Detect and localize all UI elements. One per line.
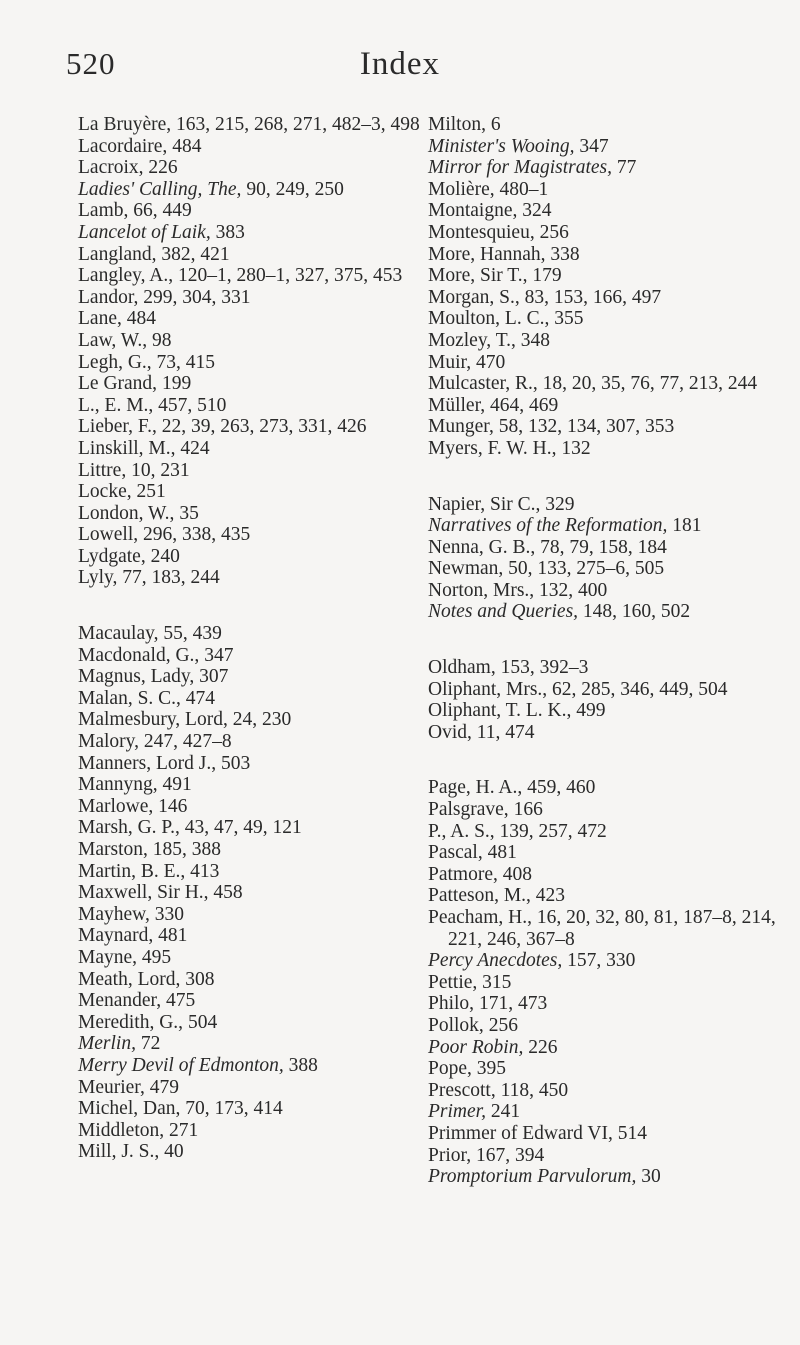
entry-page-refs: 479 <box>149 1076 180 1098</box>
entry-name: Lyly, <box>78 567 118 589</box>
index-entry <box>78 287 428 309</box>
entry-name: Oldham, <box>428 657 496 679</box>
index-section <box>78 114 428 589</box>
entry-page-refs: 475 <box>166 990 196 1012</box>
entry-name: Oliphant, Mrs., <box>428 678 548 700</box>
entry-page-refs: 348 <box>520 329 551 351</box>
entry-name: Oliphant, T. L. K., <box>428 700 572 722</box>
entry-page-refs: 504 <box>187 1011 218 1033</box>
entry-page-refs: 424 <box>180 437 210 459</box>
entry-page-refs: 458 <box>213 882 243 904</box>
entry-name: L., E. M., <box>78 394 154 416</box>
entry-name: Lacordaire, <box>78 135 168 157</box>
entry-name: Meath, Lord, <box>78 968 181 990</box>
entry-page-refs: 167, 394 <box>475 1144 545 1166</box>
entry-page-refs: 480–1 <box>499 178 549 200</box>
index-entry <box>78 904 428 926</box>
entry-page-refs: 139, 257, 472 <box>499 820 607 842</box>
index-entry <box>428 157 798 179</box>
entry-name: Newman, <box>428 558 504 580</box>
entry-name: Pascal, <box>428 842 483 864</box>
index-entry <box>428 657 798 679</box>
entry-page-refs: 256 <box>539 221 569 243</box>
index-entry <box>78 308 428 330</box>
index-entry <box>78 416 428 438</box>
index-entry <box>78 947 428 969</box>
entry-name: Montesquieu, <box>428 221 535 243</box>
entry-page-refs: 163, 215, 268, 271, 482–3, 498 <box>176 114 420 135</box>
entry-page-refs: 413 <box>190 860 220 882</box>
entry-page-refs: 181 <box>672 515 702 537</box>
index-entry <box>428 352 798 374</box>
entry-page-refs: 132, 400 <box>539 579 608 601</box>
entry-page-refs: 315 <box>482 971 512 993</box>
index-entry <box>428 308 798 330</box>
index-entry <box>428 416 798 438</box>
index-entry <box>78 1098 428 1120</box>
index-entry <box>428 907 798 950</box>
index-entry <box>78 1120 428 1142</box>
entry-page-refs: 423 <box>535 885 566 907</box>
entry-name: Mulcaster, R., <box>428 373 538 395</box>
index-entry <box>78 774 428 796</box>
entry-name: Marlowe, <box>78 795 154 817</box>
entry-page-refs: 179 <box>532 265 562 287</box>
index-section <box>428 657 798 743</box>
entry-page-refs: 153, 392–3 <box>500 657 589 679</box>
index-entry <box>78 373 428 395</box>
index-section <box>428 114 798 460</box>
entry-page-refs: 120–1, 280–1, 327, 375, 453 <box>178 265 403 287</box>
entry-page-refs: 484 <box>172 135 202 157</box>
index-section <box>78 623 428 1163</box>
index-entry <box>78 546 428 568</box>
index-entry <box>428 244 798 266</box>
index-entry <box>428 580 798 602</box>
index-entry <box>78 623 428 645</box>
entry-page-refs: 40 <box>164 1141 184 1163</box>
entry-name: Lane, <box>78 308 122 330</box>
index-section <box>428 777 798 1187</box>
index-entry <box>78 990 428 1012</box>
index-entry <box>78 1012 428 1034</box>
index-entry <box>78 136 428 158</box>
index-entry <box>428 438 798 460</box>
entry-page-refs: 70, 173, 414 <box>185 1098 283 1120</box>
entry-page-refs: 457, 510 <box>158 394 227 416</box>
entry-name: Promptorium Parvulorum, <box>428 1166 637 1188</box>
entry-page-refs: 55, 439 <box>163 623 222 645</box>
entry-name: Lamb, <box>78 200 129 222</box>
entry-name: Martin, B. E., <box>78 860 186 882</box>
entry-name: Morgan, S., <box>428 286 520 308</box>
index-entry <box>78 731 428 753</box>
index-entry <box>78 352 428 374</box>
entry-name: Moulton, L. C., <box>428 308 550 330</box>
entry-name: Myers, F. W. H., <box>428 437 557 459</box>
index-entry <box>428 722 798 744</box>
index-entry <box>78 438 428 460</box>
entry-page-refs: 72 <box>140 1033 161 1055</box>
entry-page-refs: 474 <box>185 687 216 709</box>
entry-page-refs: 226 <box>148 157 178 179</box>
entry-page-refs: 146 <box>158 795 188 817</box>
entry-name: Magnus, Lady, <box>78 666 195 688</box>
index-entry <box>78 567 428 589</box>
entry-name: Notes and Queries, <box>428 601 579 623</box>
index-entry <box>78 969 428 991</box>
entry-name: Littre, <box>78 459 127 481</box>
entry-page-refs: 166 <box>513 799 543 821</box>
entry-name: Lydgate, <box>78 545 146 567</box>
entry-page-refs: 329 <box>545 493 575 515</box>
entry-name: Poor Robin, <box>428 1036 524 1058</box>
index-entry <box>428 537 798 559</box>
entry-name: Mannyng, <box>78 774 158 796</box>
index-entry <box>78 839 428 861</box>
entry-page-refs: 464, 469 <box>490 394 559 416</box>
index-entry <box>78 157 428 179</box>
entry-name: Pollok, <box>428 1014 484 1036</box>
page-number: 520 <box>66 46 116 81</box>
index-entry <box>428 1145 798 1167</box>
entry-page-refs: 459, 460 <box>527 777 596 799</box>
entry-page-refs: 481 <box>158 925 188 947</box>
entry-page-refs: 199 <box>161 373 192 395</box>
entry-page-refs: 24, 230 <box>232 709 292 731</box>
index-entry <box>78 882 428 904</box>
index-entry <box>428 679 798 701</box>
entry-page-refs: 240 <box>150 545 180 567</box>
entry-page-refs: 77 <box>616 157 637 179</box>
index-entry <box>428 1015 798 1037</box>
index-entry <box>428 200 798 222</box>
entry-name: Macaulay, <box>78 623 159 645</box>
index-entry <box>428 179 798 201</box>
entry-page-refs: 395 <box>476 1058 506 1080</box>
entry-name: Merlin, <box>78 1033 136 1055</box>
entry-page-refs: 16, 20, 32, 80, 81, 187–8, 214, 221, 246, 367–8 <box>448 907 776 950</box>
entry-page-refs: 30 <box>641 1166 661 1188</box>
index-entry <box>428 1123 798 1145</box>
entry-name: Langley, A., <box>78 265 174 287</box>
index-entry <box>78 925 428 947</box>
entry-page-refs: 296, 338, 435 <box>142 524 251 546</box>
entry-name: Macdonald, G., <box>78 644 200 666</box>
index-entry <box>428 885 798 907</box>
index-entry <box>428 1058 798 1080</box>
index-entry <box>78 861 428 883</box>
index-entry <box>78 503 428 525</box>
entry-name: Menander, <box>78 990 162 1012</box>
entry-page-refs: 11, 474 <box>476 721 535 743</box>
index-entry <box>428 993 798 1015</box>
index-entry <box>428 1037 798 1059</box>
index-entry <box>428 1166 798 1188</box>
index-entry <box>78 1033 428 1055</box>
index-entry <box>428 114 798 136</box>
entry-name: Malan, S. C., <box>78 687 181 709</box>
index-entry <box>78 1141 428 1163</box>
index-entry <box>78 395 428 417</box>
entry-page-refs: 6 <box>490 114 501 135</box>
entry-name: Mirror for Magistrates, <box>428 157 613 179</box>
entry-page-refs: 347 <box>579 135 609 157</box>
index-entry <box>428 864 798 886</box>
entry-page-refs: 271 <box>169 1119 199 1141</box>
entry-page-refs: 499 <box>576 700 606 722</box>
entry-name: Mayne, <box>78 946 138 968</box>
entry-name: Ovid, <box>428 721 472 743</box>
entry-name: Norton, Mrs., <box>428 579 535 601</box>
entry-page-refs: 171, 473 <box>478 993 548 1015</box>
index-entry <box>428 1101 798 1123</box>
entry-page-refs: 78, 79, 158, 184 <box>540 536 667 558</box>
entry-name: Meredith, G., <box>78 1011 184 1033</box>
index-column-left <box>78 114 428 1163</box>
entry-page-refs: 18, 20, 35, 76, 77, 213, 244 <box>542 373 758 395</box>
entry-page-refs: 382, 421 <box>161 243 230 265</box>
entry-page-refs: 98 <box>152 329 172 351</box>
entry-name: Le Grand, <box>78 373 158 395</box>
index-entry <box>78 330 428 352</box>
entry-name: Peacham, H., <box>428 907 532 928</box>
index-entry <box>78 524 428 546</box>
entry-page-refs: 324 <box>522 200 552 222</box>
entry-name: Pettie, <box>428 971 478 993</box>
entry-page-refs: 299, 304, 331 <box>143 286 251 308</box>
entry-page-refs: 307 <box>199 666 229 688</box>
entry-name: Müller, <box>428 394 486 416</box>
index-entry <box>428 265 798 287</box>
entry-page-refs: 50, 133, 275–6, 505 <box>508 558 665 580</box>
entry-page-refs: 247, 427–8 <box>143 731 232 753</box>
entry-name: Lancelot of Laik, <box>78 221 211 243</box>
entry-page-refs: 338 <box>550 243 580 265</box>
entry-page-refs: 43, 47, 49, 121 <box>184 817 302 839</box>
entry-name: Muir, <box>428 351 472 373</box>
index-entry <box>78 817 428 839</box>
entry-page-refs: 495 <box>141 946 172 968</box>
entry-name: Prior, <box>428 1144 472 1166</box>
entry-page-refs: 503 <box>220 752 251 774</box>
entry-page-refs: 77, 183, 244 <box>122 567 220 589</box>
entry-page-refs: 157, 330 <box>567 950 636 972</box>
entry-name: Narratives of the Reformation, <box>428 515 668 537</box>
index-entry <box>78 265 428 287</box>
entry-name: La Bruyère, <box>78 114 172 135</box>
entry-name: Lacroix, <box>78 157 144 179</box>
entry-name: Page, H. A., <box>428 777 523 799</box>
index-entry <box>428 821 798 843</box>
entry-page-refs: 10, 231 <box>131 459 190 481</box>
entry-page-refs: 383 <box>215 221 245 243</box>
index-entry <box>428 1080 798 1102</box>
entry-name: Minister's Wooing, <box>428 135 575 157</box>
entry-name: Pope, <box>428 1058 472 1080</box>
entry-page-refs: 308 <box>185 968 215 990</box>
index-entry <box>78 645 428 667</box>
entry-name: Munger, <box>428 416 494 438</box>
entry-name: More, Sir T., <box>428 265 528 287</box>
index-section <box>428 494 798 624</box>
index-entry <box>428 777 798 799</box>
entry-name: Manners, Lord J., <box>78 752 217 774</box>
index-entry <box>428 558 798 580</box>
entry-page-refs: 132 <box>561 437 591 459</box>
index-entry <box>428 515 798 537</box>
entry-page-refs: 148, 160, 502 <box>582 601 691 623</box>
entry-page-refs: 118, 450 <box>500 1079 569 1101</box>
entry-name: Law, W., <box>78 329 148 351</box>
entry-name: Mozley, T., <box>428 329 516 351</box>
index-entry <box>428 373 798 395</box>
entry-name: Percy Anecdotes, <box>428 950 563 972</box>
entry-name: Lieber, F., <box>78 416 157 438</box>
entry-page-refs: 251 <box>136 481 166 503</box>
entry-page-refs: 35 <box>179 502 199 524</box>
entry-name: Lowell, <box>78 524 139 546</box>
entry-name: Nenna, G. B., <box>428 536 536 558</box>
index-entry <box>78 1055 428 1077</box>
index-entry <box>428 287 798 309</box>
entry-name: Legh, G., <box>78 351 152 373</box>
index-entry <box>428 799 798 821</box>
index-entry <box>78 222 428 244</box>
entry-name: Mayhew, <box>78 903 150 925</box>
entry-name: Marsh, G. P., <box>78 817 180 839</box>
entry-name: Molière, <box>428 178 495 200</box>
index-entry <box>78 688 428 710</box>
entry-name: Mill, J. S., <box>78 1141 160 1163</box>
entry-name: Maxwell, Sir H., <box>78 882 209 904</box>
entry-page-refs: 83, 153, 166, 497 <box>524 286 662 308</box>
entry-name: P., A. S., <box>428 820 495 842</box>
index-entry <box>78 666 428 688</box>
entry-name: Merry Devil of Edmonton, <box>78 1054 284 1076</box>
entry-page-refs: 22, 39, 263, 273, 331, 426 <box>161 416 367 438</box>
entry-name: Maynard, <box>78 925 154 947</box>
entry-name: Prescott, <box>428 1079 496 1101</box>
entry-name: Montaigne, <box>428 200 518 222</box>
entry-page-refs: 355 <box>554 308 584 330</box>
entry-page-refs: 226 <box>528 1036 558 1058</box>
entry-page-refs: 347 <box>204 644 234 666</box>
index-entry <box>78 244 428 266</box>
entry-name: Primer, <box>428 1101 486 1123</box>
entry-name: Patmore, <box>428 863 498 885</box>
entry-page-refs: 58, 132, 134, 307, 353 <box>498 416 675 438</box>
index-entry <box>78 753 428 775</box>
entry-page-refs: 514 <box>617 1122 647 1144</box>
index-entry <box>428 222 798 244</box>
index-entry <box>428 395 798 417</box>
entry-name: Landor, <box>78 286 139 308</box>
entry-page-refs: 90, 249, 250 <box>246 178 344 200</box>
entry-page-refs: 491 <box>162 774 192 796</box>
entry-name: More, Hannah, <box>428 243 546 265</box>
index-entry <box>428 136 798 158</box>
index-column-right <box>428 114 798 1188</box>
index-entry <box>428 330 798 352</box>
entry-name: Milton, <box>428 114 486 135</box>
entry-page-refs: 62, 285, 346, 449, 504 <box>552 678 728 700</box>
entry-name: Locke, <box>78 481 132 503</box>
index-entry <box>428 842 798 864</box>
entry-page-refs: 256 <box>488 1014 518 1036</box>
index-entry <box>428 601 798 623</box>
entry-name: Meurier, <box>78 1076 145 1098</box>
entry-name: Michel, Dan, <box>78 1098 181 1120</box>
index-entry <box>78 1077 428 1099</box>
index-entry <box>78 709 428 731</box>
entry-page-refs: 470 <box>475 351 506 373</box>
entry-name: Primmer of Edward VI, <box>428 1122 613 1144</box>
entry-page-refs: 408 <box>502 863 532 885</box>
index-entry <box>78 460 428 482</box>
entry-page-refs: 241 <box>490 1101 521 1123</box>
entry-name: Philo, <box>428 993 475 1015</box>
entry-page-refs: 185, 388 <box>152 839 221 860</box>
index-entry <box>78 200 428 222</box>
entry-name: Linskill, M., <box>78 437 176 459</box>
entry-name: Marston, <box>78 839 148 860</box>
index-entry <box>428 494 798 516</box>
entry-page-refs: 330 <box>154 903 184 925</box>
index-entry <box>78 114 428 136</box>
index-entry <box>78 796 428 818</box>
index-entry <box>428 700 798 722</box>
entry-name: Palsgrave, <box>428 799 509 821</box>
entry-page-refs: 481 <box>487 842 517 864</box>
index-entry <box>78 179 428 201</box>
entry-page-refs: 484 <box>126 308 156 330</box>
entry-name: Langland, <box>78 243 157 265</box>
entry-page-refs: 388 <box>288 1054 318 1076</box>
entry-name: Malory, <box>78 731 140 753</box>
entry-name: Ladies' Calling, The, <box>78 178 242 200</box>
entry-name: Middleton, <box>78 1119 165 1141</box>
page-title: Index <box>359 46 441 82</box>
index-entry <box>78 481 428 503</box>
entry-name: Patteson, M., <box>428 885 531 907</box>
index-entry <box>428 972 798 994</box>
entry-name: Malmesbury, Lord, <box>78 709 228 731</box>
entry-page-refs: 73, 415 <box>156 351 216 373</box>
entry-name: London, W., <box>78 502 175 524</box>
entry-name: Napier, Sir C., <box>428 493 541 515</box>
page-header <box>0 46 800 96</box>
entry-page-refs: 66, 449 <box>133 200 192 222</box>
index-entry <box>428 950 798 972</box>
